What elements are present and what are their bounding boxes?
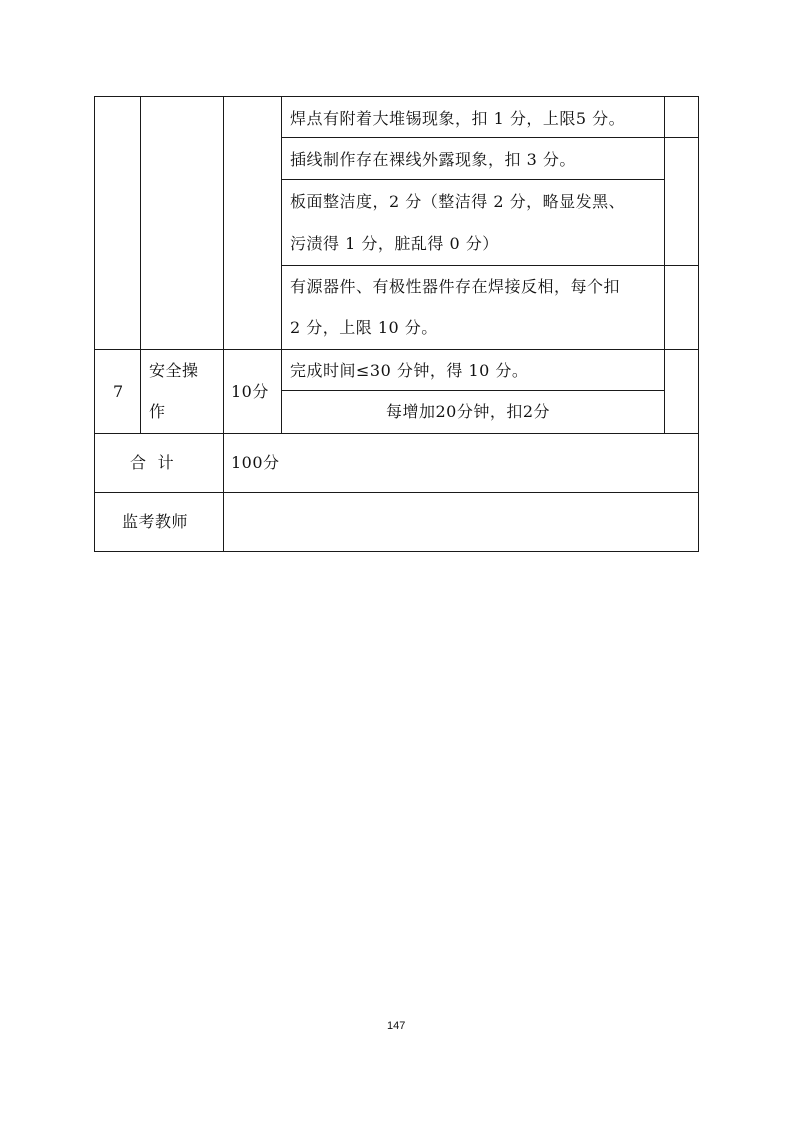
criteria-polarity-line1: 有源器件、有极性器件存在焊接反相，每个扣 bbox=[290, 277, 621, 296]
row-divider bbox=[282, 179, 664, 180]
row-divider bbox=[282, 265, 699, 266]
table-bottom-border bbox=[94, 551, 699, 552]
total-value: 100分 bbox=[231, 453, 280, 472]
criteria-polarity-line2: 2 分，上限 10 分。 bbox=[290, 318, 438, 337]
row-divider bbox=[94, 492, 699, 493]
total-label: 合 计 bbox=[130, 453, 175, 472]
page-number: 147 bbox=[387, 1020, 406, 1032]
row7-points: 10分 bbox=[231, 382, 269, 401]
row-divider bbox=[282, 390, 664, 391]
examiner-label: 监考教师 bbox=[122, 512, 189, 531]
row7-criteria-time: 完成时间≤30 分钟，得 10 分。 bbox=[290, 361, 529, 380]
row7-item-line1: 安全操 bbox=[149, 361, 199, 380]
row7-criteria-penalty: 每增加20分钟，扣2分 bbox=[386, 402, 551, 421]
row7-item-line2: 作 bbox=[149, 402, 166, 421]
criteria-board-cleanliness-line1: 板面整洁度，2 分（整洁得 2 分，略显发黑、 bbox=[290, 192, 626, 211]
row7-number: 7 bbox=[113, 382, 124, 401]
table-left-border bbox=[94, 96, 95, 552]
table-top-border bbox=[94, 96, 699, 97]
criteria-board-cleanliness-line2: 污渍得 1 分，脏乱得 0 分） bbox=[290, 234, 499, 253]
col-divider bbox=[664, 96, 665, 434]
col-divider bbox=[281, 96, 282, 434]
criteria-solder-excess: 焊点有附着大堆锡现象，扣 1 分，上限5 分。 bbox=[290, 109, 626, 128]
row-divider bbox=[282, 137, 699, 138]
row-divider bbox=[94, 433, 699, 434]
col-divider bbox=[140, 96, 141, 434]
row-divider bbox=[94, 349, 699, 350]
col-divider bbox=[223, 96, 224, 552]
table-right-border bbox=[698, 96, 699, 552]
criteria-exposed-wire: 插线制作存在裸线外露现象，扣 3 分。 bbox=[290, 150, 576, 169]
